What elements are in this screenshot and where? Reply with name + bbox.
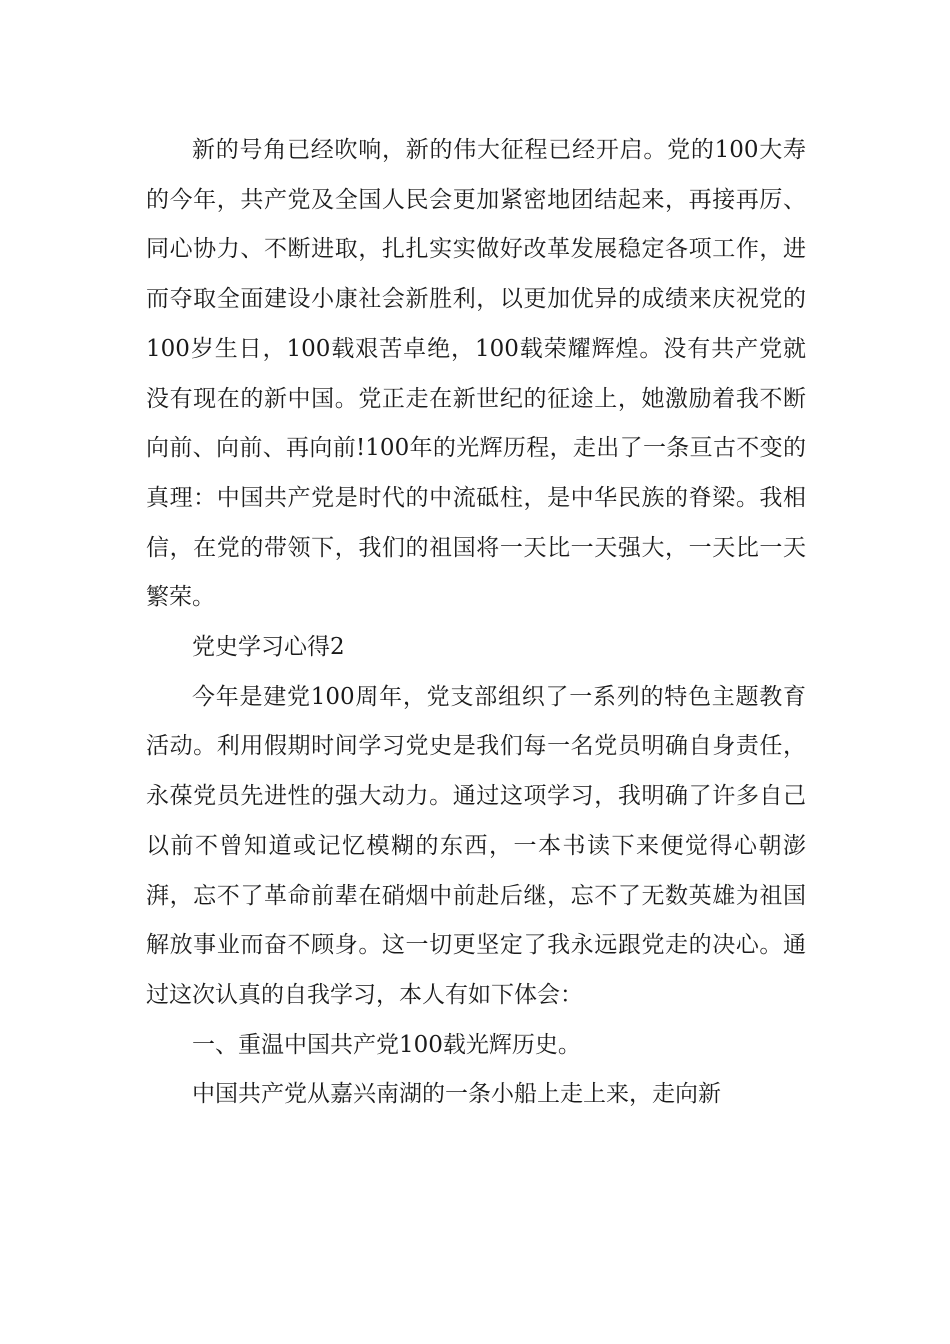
paragraph-history: 中国共产党从嘉兴南湖的一条小船上走上来，走向新 [192, 1081, 721, 1108]
paragraph-intro: 新的号角已经吹响，新的伟大征程已经开启。党的100大寿的今年，共产党及全国人民会更加紧密地团结起来，再接再厉、同心协力、不断进取，扎扎实实做好改革发展稳定各项工作，进而夺取全面建设小康社会新胜利，以更加优异的成绩来庆祝党的100岁生日，100载艰苦卓绝，100载荣耀辉煌。没有共产党就没有现在的新中国。党正走在新世纪的征途上，她激励着我不断向前、向前、再向前!100年的光辉历程，走出了一条亘古不变的真理：中国共产党是时代的中流砥柱，是中华民族的脊梁。我相信，在党的带领下，我们的祖国将一天比一天强大，一天比一天繁荣。 [146, 137, 806, 611]
subsection-heading: 一、重温中国共产党100载光辉历史。 [192, 1031, 581, 1058]
document-body [146, 126, 806, 1120]
paragraph-study: 今年是建党100周年，党支部组织了一系列的特色主题教育活动。利用假期时间学习党史是我们每一名党员明确自身责任，永葆党员先进性的强大动力。通过这项学习，我明确了许多自己以前不曾知道或记忆模糊的东西，一本书读下来便觉得心朝澎湃，忘不了革命前辈在硝烟中前赴后继，忘不了无数英雄为祖国解放事业而奋不顾身。这一切更坚定了我永远跟党走的决心。通过这次认真的自我学习，本人有如下体会： [146, 683, 806, 1008]
section-heading: 党史学习心得2 [192, 634, 345, 661]
